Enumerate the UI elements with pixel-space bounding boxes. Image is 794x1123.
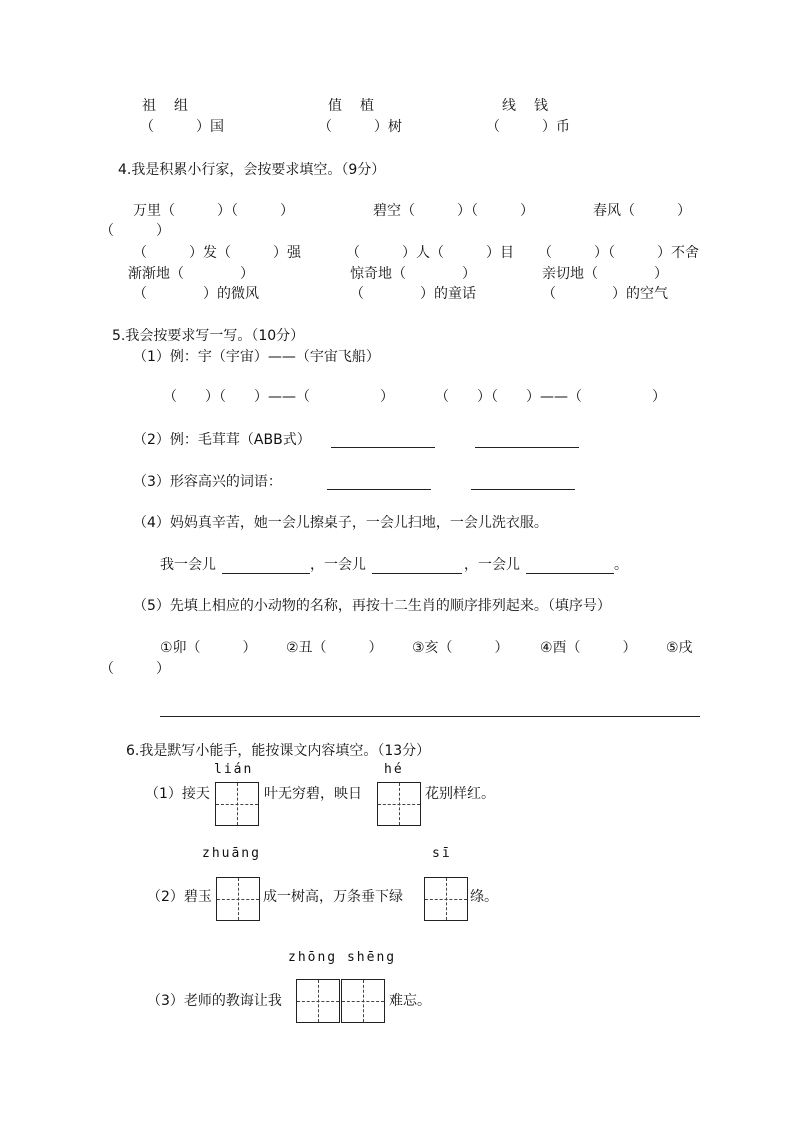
- question-5-title: 5.我会按要求写一写。（10分）: [112, 328, 305, 344]
- q5-item1-example: （1）例：宇（宇宙）——（宇宙飞船）: [133, 349, 380, 365]
- q5-item2-example: （2）例：毛茸茸（ABB式）: [133, 432, 311, 448]
- blank-phrase-2[interactable]: （ ）树: [318, 119, 402, 135]
- blank-phrase-1[interactable]: （ ）国: [140, 119, 224, 135]
- q5-item2-answer-line-1[interactable]: [331, 447, 435, 448]
- question-4-title: 4.我是积累小行家，会按要求填空。（9分）: [118, 162, 386, 178]
- q5-item4-part-2: ，一会儿: [310, 557, 366, 573]
- q5-item1-blank-1[interactable]: （ ）（ ）——（ ）: [163, 389, 394, 405]
- q6-item2-mid: 成一树高，万条垂下绿: [263, 889, 403, 905]
- q4-row1-wrap[interactable]: （ ）: [100, 223, 170, 239]
- zodiac-rooster[interactable]: ④酉（ ）: [540, 640, 637, 656]
- q4-row2-col2[interactable]: （ ）人（ ）目: [346, 245, 514, 261]
- zodiac-ox[interactable]: ②丑（ ）: [286, 640, 383, 656]
- pinyin-he: hé: [384, 762, 404, 777]
- zodiac-rabbit[interactable]: ①卯（ ）: [160, 640, 257, 656]
- q5-item2-answer-line-2[interactable]: [475, 447, 579, 448]
- q6-item3-prefix: （3）老师的教诲让我: [147, 993, 282, 1009]
- question-6-title: 6.我是默写小能手，能按课文内容填空。（13分）: [126, 743, 431, 759]
- tianzige-box[interactable]: [215, 782, 259, 826]
- word-pair-1: 祖 组: [142, 98, 190, 114]
- zodiac-dog-blank[interactable]: （ ）: [100, 661, 170, 677]
- blank-phrase-3[interactable]: （ ）币: [486, 119, 570, 135]
- q6-item1-mid: 叶无穷碧，映日: [264, 786, 362, 802]
- q4-row1-col3[interactable]: 春风（ ）: [593, 203, 691, 219]
- q5-item4-blank-2[interactable]: [372, 573, 462, 574]
- q4-row1-col2[interactable]: 碧空（ ）（ ）: [373, 203, 534, 219]
- pinyin-zhong-sheng: zhōng shēng: [288, 950, 397, 965]
- q4-row3-col1[interactable]: 渐渐地（ ）: [128, 266, 254, 282]
- q5-item4-blank-3[interactable]: [526, 573, 614, 574]
- q5-item4-example: （4）妈妈真辛苦，她一会儿擦桌子，一会儿扫地，一会儿洗衣服。: [133, 515, 548, 531]
- q4-row4-col2[interactable]: （ ）的童话: [350, 286, 476, 302]
- q5-item3-answer-line-2[interactable]: [471, 489, 575, 490]
- q5-item4-part-4: 。: [614, 557, 628, 573]
- q5-item4-blank-1[interactable]: [222, 573, 310, 574]
- zodiac-pig[interactable]: ③亥（ ）: [412, 640, 509, 656]
- tianzige-box[interactable]: [341, 979, 385, 1023]
- q6-item1-suffix: 花别样红。: [425, 786, 495, 802]
- q4-row4-col3[interactable]: （ ）的空气: [542, 286, 668, 302]
- q6-item3-suffix: 难忘。: [389, 993, 431, 1009]
- pinyin-zhuang: zhuāng: [202, 846, 261, 861]
- zodiac-dog[interactable]: ⑤戌: [666, 640, 693, 656]
- tianzige-box[interactable]: [424, 877, 468, 921]
- pinyin-lian: lián: [214, 762, 254, 777]
- q6-item1-prefix: （1）接天: [145, 786, 210, 802]
- tianzige-box[interactable]: [296, 979, 340, 1023]
- q5-item3-answer-line-1[interactable]: [327, 489, 431, 490]
- q6-item2-suffix: 绦。: [470, 889, 498, 905]
- q5-item3-prompt: （3）形容高兴的词语：: [133, 474, 282, 490]
- q5-item1-blank-2[interactable]: （ ）（ ）——（ ）: [435, 389, 666, 405]
- q5-item4-part-1: 我一会儿: [160, 557, 216, 573]
- q4-row2-col1[interactable]: （ ）发（ ）强: [133, 245, 301, 261]
- q4-row1-col1[interactable]: 万里（ ）（ ）: [133, 203, 294, 219]
- q4-row4-col1[interactable]: （ ）的微风: [133, 286, 259, 302]
- q5-item4-part-3: ，一会儿: [464, 557, 520, 573]
- q6-item2-prefix: （2）碧玉: [147, 889, 212, 905]
- q5-item5-prompt: （5）先填上相应的小动物的名称，再按十二生肖的顺序排列起来。（填序号）: [133, 598, 611, 614]
- pinyin-si: sī: [432, 846, 452, 861]
- q4-row3-col3[interactable]: 亲切地（ ）: [542, 266, 668, 282]
- word-pair-3: 线 钱: [502, 98, 550, 114]
- tianzige-box[interactable]: [216, 877, 260, 921]
- tianzige-box[interactable]: [377, 782, 421, 826]
- q4-row3-col2[interactable]: 惊奇地（ ）: [350, 266, 476, 282]
- q4-row2-col3[interactable]: （ ）（ ）不舍: [538, 245, 699, 261]
- word-pair-2: 值 植: [328, 98, 376, 114]
- zodiac-order-answer-line[interactable]: [160, 716, 700, 717]
